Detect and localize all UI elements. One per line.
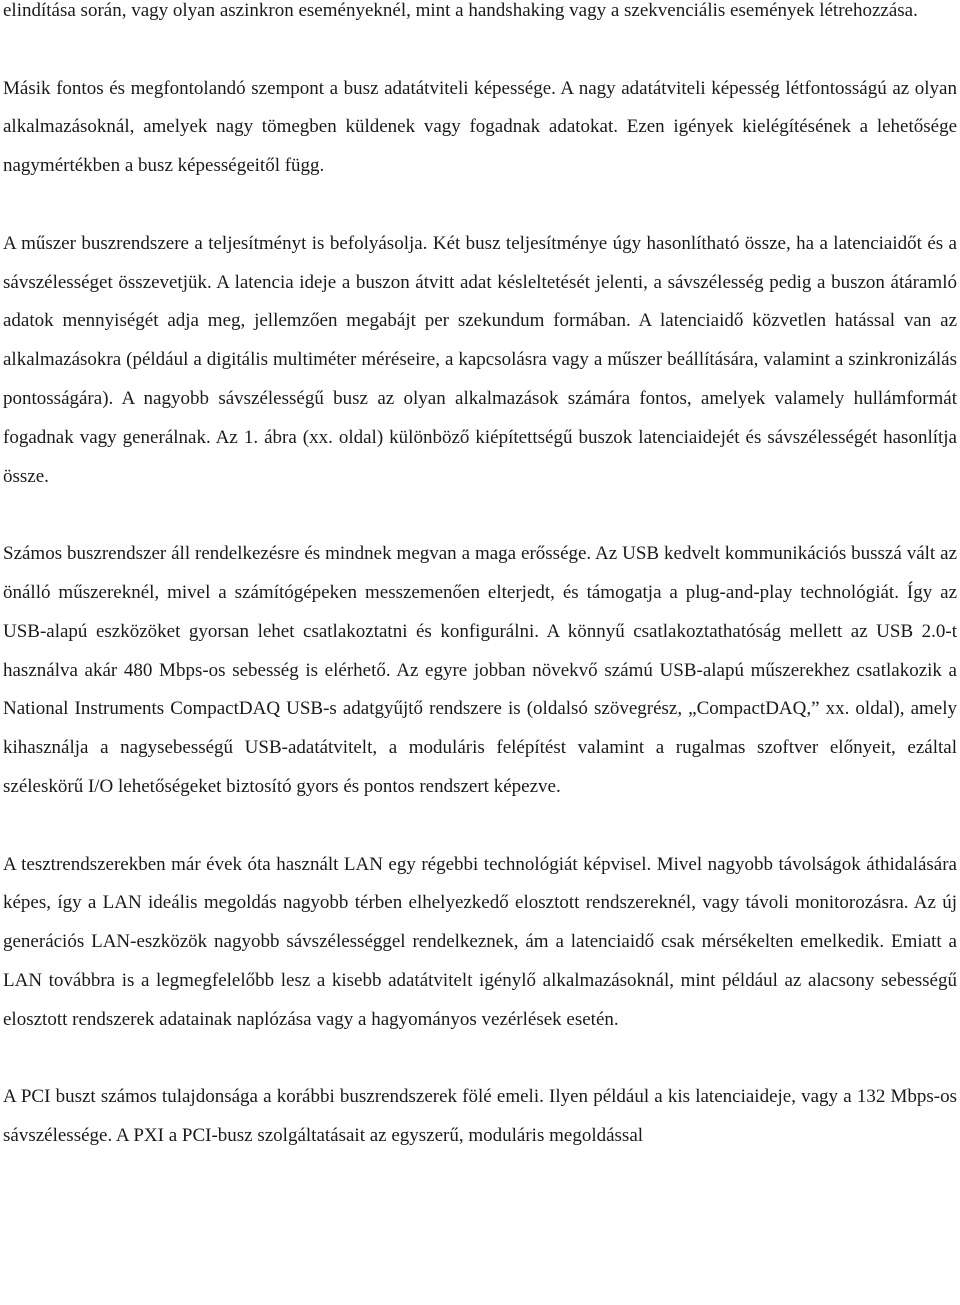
paragraph-bus-throughput: Másik fontos és megfontolandó szempont a busz adatátviteli képessége. A nagy adatátviteli képesség létfontosságú az olyan alkalmazásoknál, amelyek nagy tömegben küldenek vagy fogadnak adatokat. Ezen igények kielégítésének a lehetősége nagymértékben a busz képességeitől függ. <box>3 77 957 177</box>
paragraph-latency-bandwidth: A műszer buszrendszere a teljesítményt is befolyásolja. Két busz teljesítménye úgy hasonlítható össze, ha a latenciaidőt és a sávszélességet összevetjük. A latencia ideje a buszon átvitt adat késleltetését jelenti, a sávszélesség pedig a buszon átáramló adatok mennyiségét adja meg, jellemzően megabájt per szekundum formában. A latenciaidő közvetlen hatással van az alkalmazásokra (például a digitális multiméter méréseire, a kapcsolásra vagy a műszer beállítására, valamint a szinkronizálás pontosságára). A nagyobb sávszélességű busz az olyan alkalmazások számára fontos, amelyek valamely hullámformát fogadnak vagy generálnak. Az 1. ábra (xx. oldal) különböző kiépítettségű buszok latenciaidejét és sávszélességét hasonlítja össze. <box>3 232 957 487</box>
paragraph-continuation: elindítása során, vagy olyan aszinkron eseményeknél, mint a handshaking vagy a szekvenciális események létrehozzása. <box>3 0 918 21</box>
paragraph-lan: A tesztrendszerekben már évek óta használt LAN egy régebbi technológiát képvisel. Mivel nagyobb távolságok áthidalására képes, így a LAN ideális megoldás nagyobb térben elhelyezkedő elosztott rendszereknél, vagy távoli monitorozásra. Az új generációs LAN-eszközök nagyobb sávszélességgel rendelkeznek, ám a latenciaidő csak mérsékelten emelkedik. Emiatt a LAN továbbra is a legmegfelelőbb lesz a kisebb adatátvitelt igénylő alkalmazásoknál, mint például az alacsony sebességű elosztott rendszerek adatainak naplózása vagy a hagyományos vezérlések esetén. <box>3 853 957 1030</box>
paragraph-usb: Számos buszrendszer áll rendelkezésre és mindnek megvan a maga erőssége. Az USB kedvelt kommunikációs busszá vált az önálló műszereknél, mivel a számítógépeken messzemenően elterjedt, és támogatja a plug-and-play technológiát. Így az USB-alapú eszközöket gyorsan lehet csatlakoztatni és konfigurálni. A könnyű csatlakoztathatóság mellett az USB 2.0-t használva akár 480 Mbps-os sebesség is elérhető. Az egyre jobban növekvő számú USB-alapú műszerekhez csatlakozik a National Instruments CompactDAQ USB-s adatgyűjtő rendszere is (oldalsó szövegrész, „CompactDAQ,” xx. oldal), amely kihasználja a nagysebességű USB-adatátvitelt, a moduláris felépítést valamint a rugalmas szoftver előnyeit, ezáltal széleskörű I/O lehetőségeket biztosító gyors és pontos rendszert képezve. <box>3 543 957 797</box>
document-page <box>3 0 957 1156</box>
paragraph-pci: A PCI buszt számos tulajdonsága a korábbi buszrendszerek fölé emeli. Ilyen például a kis latenciaideje, vagy a 132 Mbps-os sávszélessége. A PXI a PCI-busz szolgáltatásait az egyszerű, moduláris megoldással <box>3 1086 957 1147</box>
